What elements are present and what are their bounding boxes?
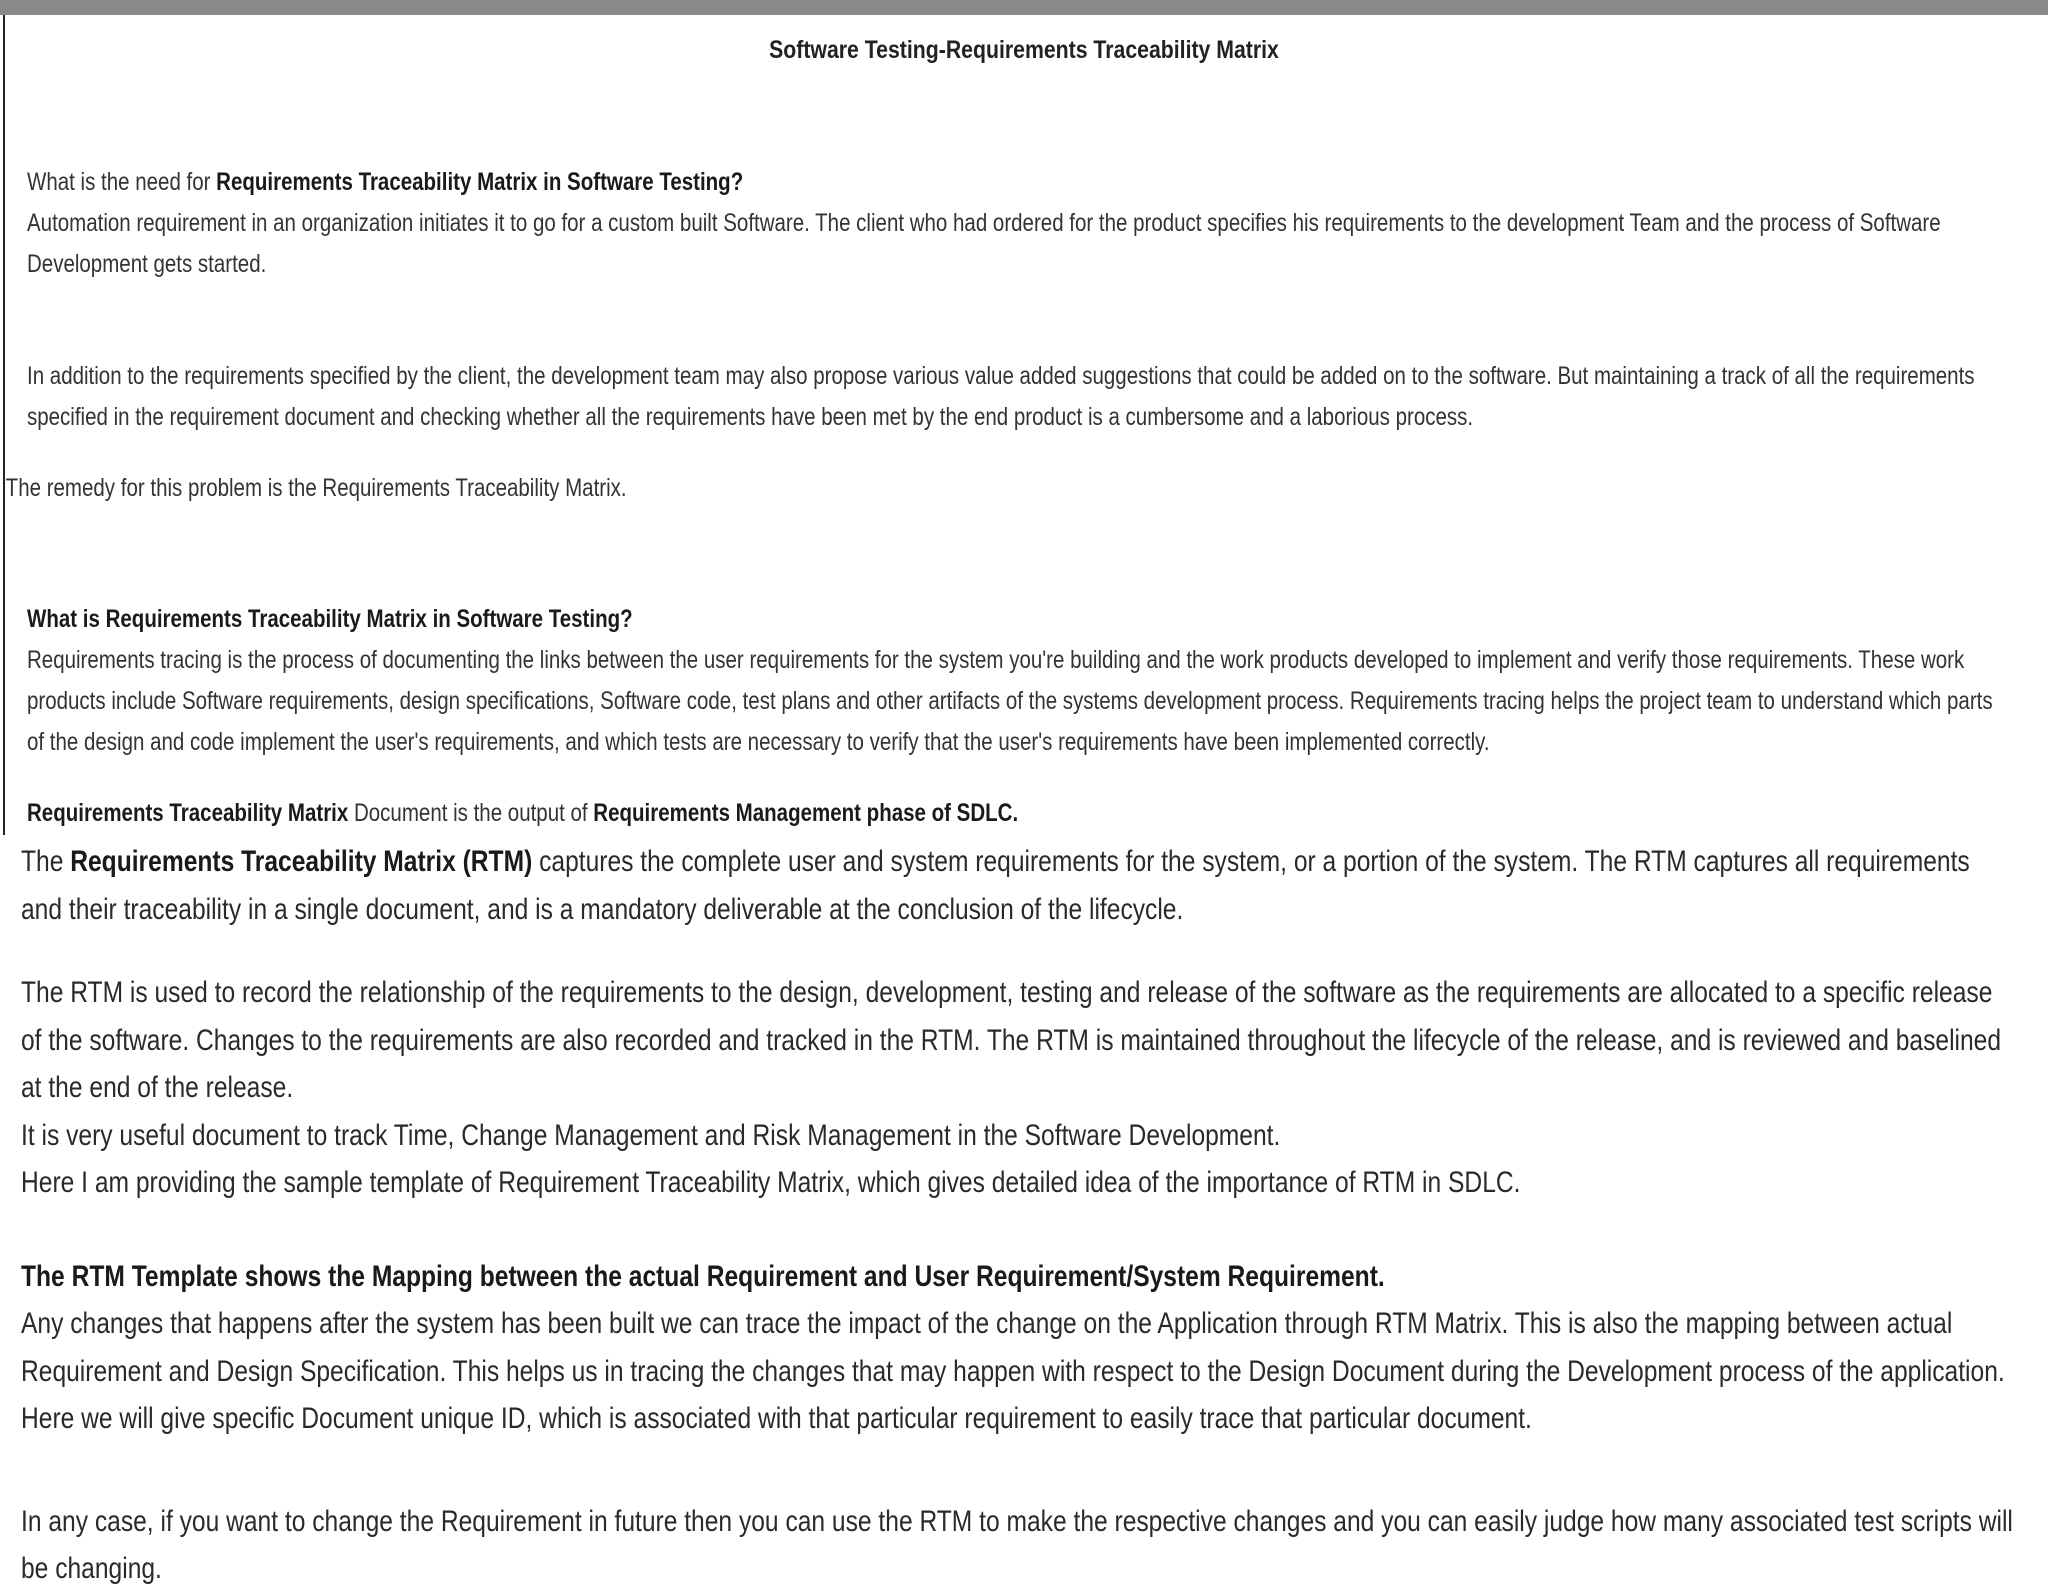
remedy-line: The remedy for this problem is the Requirements Traceability Matrix. — [5, 474, 627, 502]
rtm-future-paragraph: In any case, if you want to change the Requirement in future then you can use the RTM to make the respective changes and you can easily judge how many associated test scripts will be changing. — [21, 1504, 2013, 1585]
rtm-output-bold-2: Requirements Management phase of SDLC. — [593, 799, 1019, 827]
need-paragraph-2: In addition to the requirements specified by the client, the development team may also propose various value added suggestions that could be added on to the software. But maintaining a track of all the requirements specified in the requirement document and checking whether all the requirements have been met by the end product is a cumbersome and a laborious process. — [27, 362, 1975, 431]
rtm-changes-paragraph: Any changes that happens after the system has been built we can trace the impact of the change on the Application through RTM Matrix. This is also the mapping between actual Requirement and Design Specification. This helps us in tracing the changes that may happen with respect to the Design Document during the Development process of the application. Here we will give specific Document unique ID, which is associated with that particular requirement to easily trace that particular document. — [21, 1307, 2005, 1435]
rtm-definition-prefix: The — [21, 845, 71, 878]
upper-text-block — [5, 162, 1995, 834]
rtm-output-mid: Document is the output of — [348, 799, 594, 827]
rtm-definition-paragraph — [21, 838, 2014, 933]
need-heading — [27, 162, 1995, 203]
tracing-paragraph: Requirements tracing is the process of documenting the links between the user requirements for the system you're building and the work products developed to implement and verify those requirements. These work products include Software requirements, design specifications, Software code, test plans and other artifacts of the systems development process. Requirements tracing helps the project team to understand which parts of the design and code implement the user's requirements, and which tests are necessary to verify that the user's requirements have been implemented correctly. — [27, 646, 1993, 756]
need-heading-prefix: What is the need for — [27, 168, 217, 196]
rtm-usage-paragraph: The RTM is used to record the relationship of the requirements to the design, development, testing and release of the software as the requirements are allocated to a specific release of the software. Changes to the requirements are also recorded and tracked in the RTM. The RTM is maintained throughout the lifecycle of the release, and is reviewed and baselined at the end of the release. — [21, 976, 2002, 1104]
rtm-template-intro-line: Here I am providing the sample template of Requirement Traceability Matrix, which gives detailed idea of the importance of RTM in SDLC. — [21, 1166, 1521, 1199]
rtm-definition-bold: Requirements Traceability Matrix (RTM) — [70, 845, 533, 878]
rtm-template-heading — [21, 1253, 2014, 1301]
rtm-useful-line: It is very useful document to track Time, Change Management and Risk Management in the Software Development. — [21, 1118, 1281, 1152]
rtm-output-line — [27, 793, 1995, 834]
rtm-definition-rest: captures the complete user and system requirements for the system, or a portion of the system. The RTM captures all requirements and their traceability in a single document, and is a mandatory deliverable at the conclusion of the lifecycle. — [21, 845, 1970, 926]
lower-text-block — [21, 838, 2014, 1593]
window-top-bar — [0, 0, 2048, 15]
what-is-heading — [27, 599, 1995, 640]
need-heading-bold: Requirements Traceability Matrix in Software Testing? — [216, 168, 744, 196]
need-paragraph-1: Automation requirement in an organization initiates it to go for a custom built Software. The client who had ordered for the product specifies his requirements to the development Team and the process of Software Development gets started. — [27, 209, 1941, 278]
left-border-line — [3, 15, 5, 835]
rtm-template-heading-bold: The RTM Template shows the Mapping between the actual Requirement and User Requirement/System Requirement. — [21, 1259, 1385, 1293]
document-title: Software Testing-Requirements Traceability Matrix — [769, 36, 1279, 64]
rtm-output-bold-1: Requirements Traceability Matrix — [27, 799, 349, 827]
what-is-heading-bold: What is Requirements Traceability Matrix in Software Testing? — [27, 605, 633, 633]
